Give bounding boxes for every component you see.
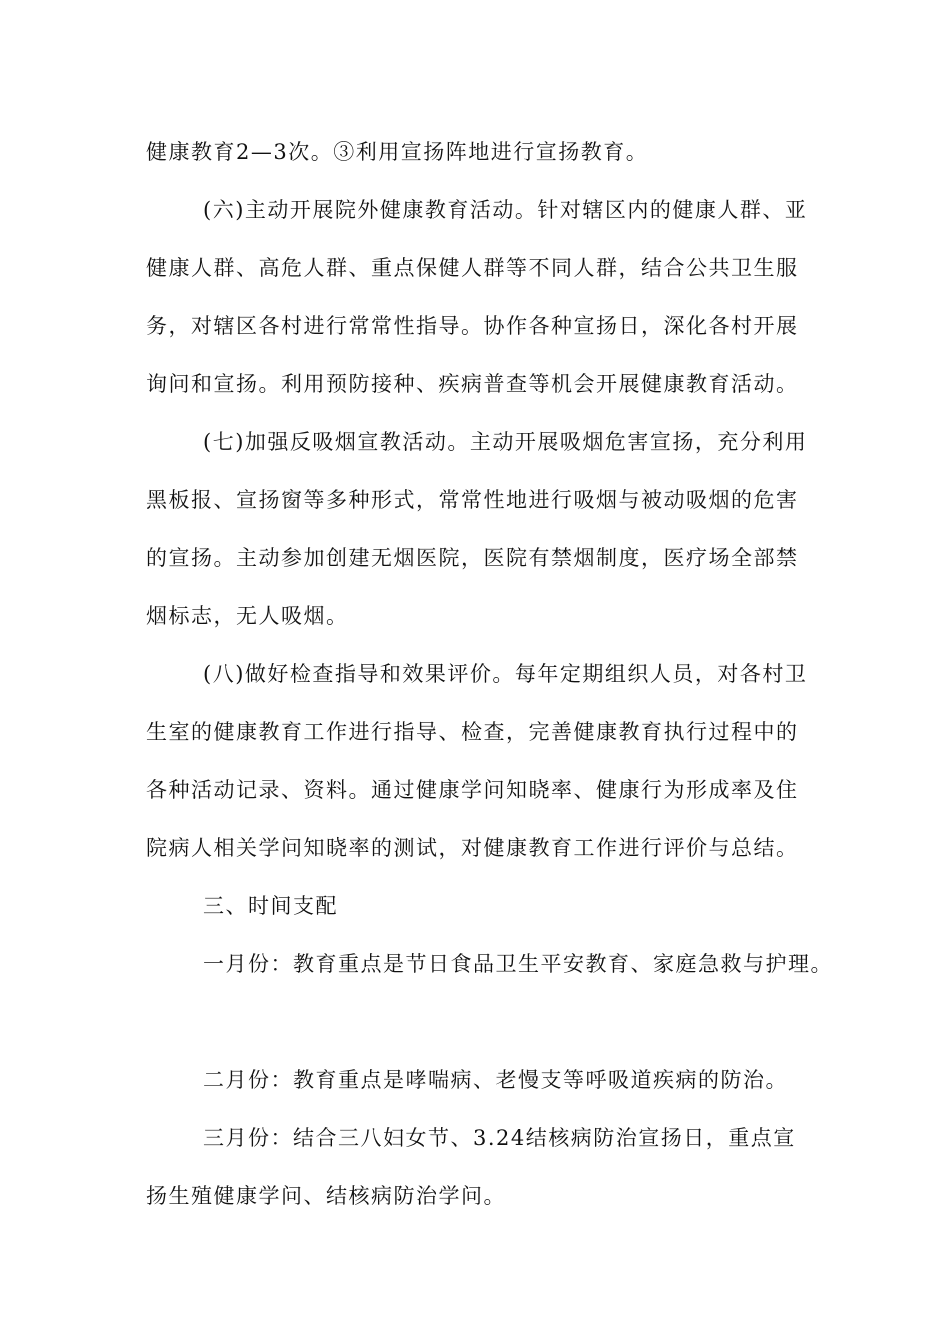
text-line-4: 务，对辖区各村进行常常性指导。协作各种宣扬日，深化各村开展: [146, 314, 799, 338]
text-line-15: 一月份：教育重点是节日食品卫生平安教育、家庭急救与护理。: [203, 952, 833, 976]
text-line-16: 二月份：教育重点是哮喘病、老慢支等呼吸道疾病的防治。: [203, 1068, 788, 1092]
text-line-8: 的宣扬。主动参加创建无烟医院，医院有禁烟制度，医疗场全部禁: [146, 546, 799, 570]
text-line-12: 各种活动记录、资料。通过健康学问知晓率、健康行为形成率及住: [146, 778, 799, 802]
text-line-9: 烟标志，无人吸烟。: [146, 604, 349, 628]
text-line-11: 生室的健康教育工作进行指导、检查，完善健康教育执行过程中的: [146, 720, 799, 744]
text-line-5: 询问和宣扬。利用预防接种、疾病普查等机会开展健康教育活动。: [146, 372, 799, 396]
text-line-18: 扬生殖健康学问、结核病防治学问。: [146, 1184, 506, 1208]
text-line-10: (八)做好检查指导和效果评价。每年定期组织人员，对各村卫: [203, 662, 808, 686]
text-line-7: 黑板报、宣扬窗等多种形式，常常性地进行吸烟与被动吸烟的危害: [146, 488, 799, 512]
text-line-6: (七)加强反吸烟宣教活动。主动开展吸烟危害宣扬，充分利用: [203, 430, 808, 454]
text-line-3: 健康人群、高危人群、重点保健人群等不同人群，结合公共卫生服: [146, 256, 799, 280]
text-line-13: 院病人相关学问知晓率的测试，对健康教育工作进行评价与总结。: [146, 836, 799, 860]
section-heading: 三、时间支配: [203, 894, 338, 918]
text-line-2: (六)主动开展院外健康教育活动。针对辖区内的健康人群、亚: [203, 198, 808, 222]
text-line-1: 健康教育2—3次。③利用宣扬阵地进行宣扬教育。: [146, 140, 649, 164]
text-line-17: 三月份：结合三八妇女节、3.24结核病防治宣扬日，重点宣: [203, 1126, 796, 1150]
